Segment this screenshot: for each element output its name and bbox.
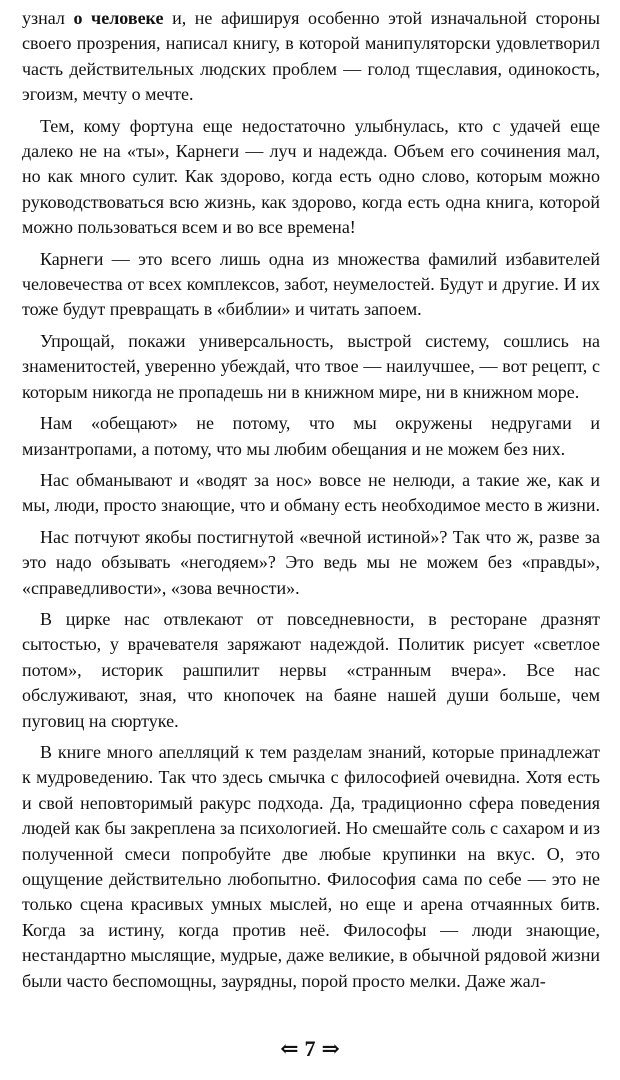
left-arrow-icon: ⇐ [280, 1036, 299, 1061]
paragraph-9: В книге много апелляций к тем разделам знаний, которые принадлежат к мудроведению. Так что здесь смычка с философией очевидна. Хотя есть и свой неповторимый ракурс подхода. Да, традиционно сфера поведения людей как бы закреплена за психологией. Но смешайте соль с сахаром и из полученной смеси попробуйте две любые крупинки на вкус. О, это ощущение действительно любопытно. Философия сама по себе — это не только сцена красивых умных мыслей, но еще и арена отчаянных битв. Когда за истину, когда против неё. Философы — люди знающие, нестандартно мыслящие, мудрые, даже великие, в обычной рядовой жизни были часто беспомощны, заурядны, порой просто мелки. Даже жал- [22, 741, 600, 991]
paragraph-4: Упрощай, покажи универсальность, выстрой систему, сошлись на знаменитостей, уверенно убеждай, что твое — наилучшее, — вот рецепт, с которым никогда не пропадешь ни в книжном мире, ни в книжном море. [22, 330, 600, 402]
paragraph-5: Нам «обещают» не потому, что мы окружены недругами и мизантропами, а потому, что мы любим обещания и не можем без них. [22, 413, 600, 459]
paragraph-7: Нас потчуют якобы постигнутой «вечной истиной»? Так что ж, разве за это надо обзывать «негодяем»? Это ведь мы не можем без «правды», «справедливости», «зова вечности». [22, 526, 600, 598]
paragraph-3: Карнеги — это всего лишь одна из множества фамилий избавителей человечества от всех комплексов, забот, неумелостей. Будут и другие. И их тоже будут превращать в «библии» и читать запоем. [22, 248, 600, 320]
document-page [22, 6, 600, 1000]
paragraph-1-start: узнал [22, 8, 74, 28]
paragraph-1 [22, 6, 600, 108]
paragraph-1-emphasis: о человеке [73, 8, 164, 28]
right-arrow-icon: ⇒ [321, 1036, 340, 1061]
paragraph-6: Нас обманывают и «водят за нос» вовсе не нелюди, а такие же, как и мы, люди, просто знающие, что и обману есть необходимое место в жизни. [22, 469, 601, 516]
paragraph-1-rest: и, не афишируя особенно этой изначальной стороны своего прозрения, написал книгу, в которой манипуляторски удовлетворил часть действительных людских проблем — голод тщеславия, одинокость, эгоизм, мечту о мечте. [22, 8, 601, 105]
paragraph-2: Тем, кому фортуна еще недостаточно улыбнулась, кто с удачей еще далеко не на «ты», Карнеги — луч и надежда. Объем его сочинения мал, но как много сулит. Как здорово, когда есть одно слово, которым можно руководствоваться всю жизнь, как здорово, когда есть одна книга, которой можно пользоваться всем и во все времена! [22, 115, 600, 238]
page-footer [0, 1034, 620, 1064]
page-number: 7 [304, 1036, 316, 1061]
paragraph-8: В цирке нас отвлекают от повседневности, в ресторане дразнят сытостью, у врачевателя заряжают надеждой. Политик рисует «светлое потом», историк рашпилит нервы «странным вчера». Все нас обслуживают, зная, что кнопочек на баяне нашей души больше, чем пуговиц на сюртуке. [22, 608, 600, 731]
